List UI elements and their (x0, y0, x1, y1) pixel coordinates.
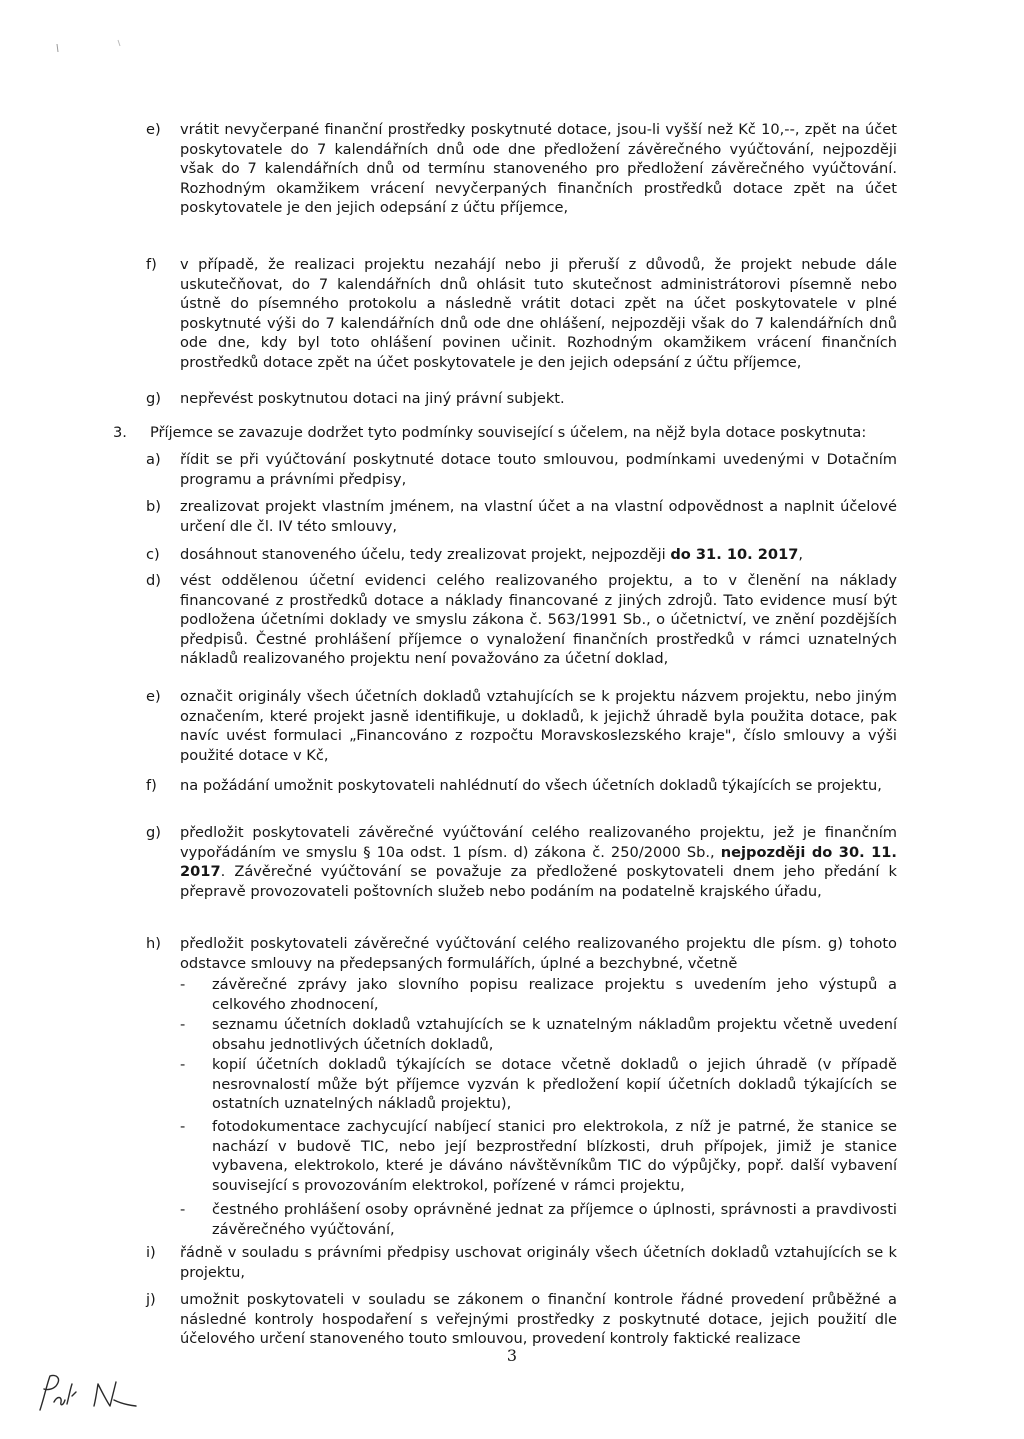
item-label: j) (146, 1291, 156, 1308)
item-text: v případě, že realizaci projektu nezahájí nebo ji přeruší z důvodů, že projekt nebude dále uskutečňovat, do 7 kalendářních dnů ohlásit tuto skutečnost administrátorovi písemně nebo ústně do písemného protokolu a následně vrátit dotaci zpět na účet poskytovatele v plné poskytnuté výši do 7 kalendářních dnů ode dne ohlášení, nejpozději však do 7 kalendářních dnů ode dne, kdy byl toto ohlášení povinen učinit. Rozhodným okamžikem vrácení finančních prostředků dotace zpět na účet poskytovatele je den jejich odepsání z účtu příjemce, (180, 256, 897, 371)
item-text: předložit poskytovateli závěrečné vyúčtování celého realizovaného projektu dle písm. g) tohoto odstavce smlouvy na předepsaných formulářích, úplné a bezchybné, včetně (180, 935, 897, 972)
bullet-text: čestného prohlášení osoby oprávněné jednat za příjemce o úplnosti, správnosti a pravdivosti závěrečného vyúčtování, (212, 1201, 897, 1238)
text-part: předložit poskytovateli závěrečné vyúčtování celého realizovaného projektu, jež je finančním vypořádáním ve smyslu § 10a odst. 1 písm. d) zákona č. 250/2000 Sb., (180, 824, 897, 861)
item-label: a) (146, 451, 161, 468)
item-label: g) (146, 824, 161, 841)
bullet-dash: - (180, 1016, 186, 1033)
item-text: nepřevést poskytnutou dotaci na jiný právní subjekt. (180, 390, 565, 407)
bullet-text: fotodokumentace zachycující nabíjecí stanici pro elektrokola, z níž je patrné, že stanice se nachází v budově TIC, nebo její bezprostřední blízkosti, druh přípojek, jimiž je stanice vybavena, elektrokolo, které je dáváno návštěvníkům TIC do výpůjčky, popř. další vybavení související s provozováním elektrokol, pořízené v rámci projektu, (212, 1118, 897, 1194)
item-text (180, 545, 897, 565)
item-label: d) (146, 572, 161, 589)
deadline-date: do 31. 10. 2017 (670, 546, 799, 563)
item-text: umožnit poskytovateli v souladu se zákonem o finanční kontrole řádné provedení průběžné a následné kontroly hospodaření s veřejnými prostředky z poskytnuté dotace, jejich použití dle účelového určení stanoveného touto smlouvou, provedení kontroly faktické realizace (180, 1291, 897, 1348)
item-label: g) (146, 390, 161, 407)
scan-mark-icon (0, 0, 140, 60)
item-label: e) (146, 688, 161, 705)
item-label: h) (146, 935, 161, 952)
bullet-dash: - (180, 1201, 186, 1218)
item-text: vrátit nevyčerpané finanční prostředky poskytnuté dotace, jsou-li vyšší než Kč 10,--, zpět na účet poskytovatele do 7 kalendářních dnů ode dne předložení závěrečného vyúčtování, nejpozději však do 7 kalendářních dnů od termínu stanoveného pro předložení závěrečného vyúčtování. Rozhodným okamžikem vrácení nevyčerpaných finančních prostředků dotace zpět na účet poskytovatele je den jejich odepsání z účtu příjemce, (180, 121, 897, 217)
item-text: označit originály všech účetních dokladů vztahujících se k projektu názvem projektu, nebo jiným označením, které projekt jasně identifikuje, u dokladů, k jejichž úhradě byla použita dotace, pak navíc uvést formulaci „Financováno z rozpočtu Moravskoslezského kraje", číslo smlouvy a výši použité dotace v Kč, (180, 688, 897, 764)
item-text: řídit se při vyúčtování poskytnuté dotace touto smlouvou, podmínkami uvedenými v Dotačním programu a právními předpisy, (180, 451, 897, 488)
page-number: 3 (506, 1346, 518, 1365)
bullet-dash: - (180, 976, 186, 993)
item-text: řádně v souladu s právními předpisy uschovat originály všech účetních dokladů vztahujících se k projektu, (180, 1244, 897, 1281)
item-label: b) (146, 498, 161, 515)
item-label: e) (146, 121, 161, 138)
bullet-text: seznamu účetních dokladů vztahujících se k uznatelným nákladům projektu včetně uvedení obsahu jednotlivých účetních dokladů, (212, 1016, 897, 1053)
text-part: , (798, 546, 804, 563)
text-part: dosáhnout stanoveného účelu, tedy zrealizovat projekt, nejpozději (180, 546, 671, 563)
bullet-dash: - (180, 1118, 186, 1135)
item-text: zrealizovat projekt vlastním jménem, na vlastní účet a na vlastní odpovědnost a naplnit účelové určení dle čl. IV této smlouvy, (180, 498, 897, 535)
item-text: vést oddělenou účetní evidenci celého realizovaného projektu, a to v členění na náklady financované z prostředků dotace a náklady financované z jiných zdrojů. Tato evidence musí být podložena účetními doklady ve smyslu zákona č. 563/1991 Sb., o účetnictví, ve znění pozdějších předpisů. Čestné prohlášení příjemce o vynaložení finančních prostředků v rámci uznatelných nákladů realizovaného projektu není považováno za účetní doklad, (180, 572, 897, 668)
item-label: i) (146, 1244, 156, 1261)
item-text: na požádání umožnit poskytovateli nahlédnutí do všech účetních dokladů týkajících se projektu, (180, 777, 882, 794)
handwritten-signature (34, 1370, 144, 1416)
deadline-date: nejpozději do 30. 11. 2017 (180, 843, 897, 881)
bullet-dash: - (180, 1056, 186, 1073)
item-label: f) (146, 256, 157, 273)
item-label: f) (146, 777, 157, 794)
bullet-text: závěrečné zprávy jako slovního popisu realizace projektu s uvedením jeho výstupů a celkového zhodnocení, (212, 976, 897, 1013)
section-text: Příjemce se zavazuje dodržet tyto podmínky související s účelem, na nějž byla dotace poskytnuta: (150, 424, 867, 441)
text-part: . Závěrečné vyúčtování se považuje za předložené poskytovateli dnem jeho předání k přepravě provozovateli poštovních služeb nebo podáním na podatelně krajského úřadu, (180, 863, 897, 900)
item-text (180, 823, 897, 901)
section-number: 3. (113, 424, 127, 441)
item-label: c) (146, 546, 160, 563)
bullet-text: kopií účetních dokladů týkajících se dotace včetně dokladů o jejich úhradě (v případě nesrovnalostí může být příjemce vyzván k předložení kopií účetních dokladů týkajících se ostatních uznatelných nákladů projektu), (212, 1056, 897, 1113)
